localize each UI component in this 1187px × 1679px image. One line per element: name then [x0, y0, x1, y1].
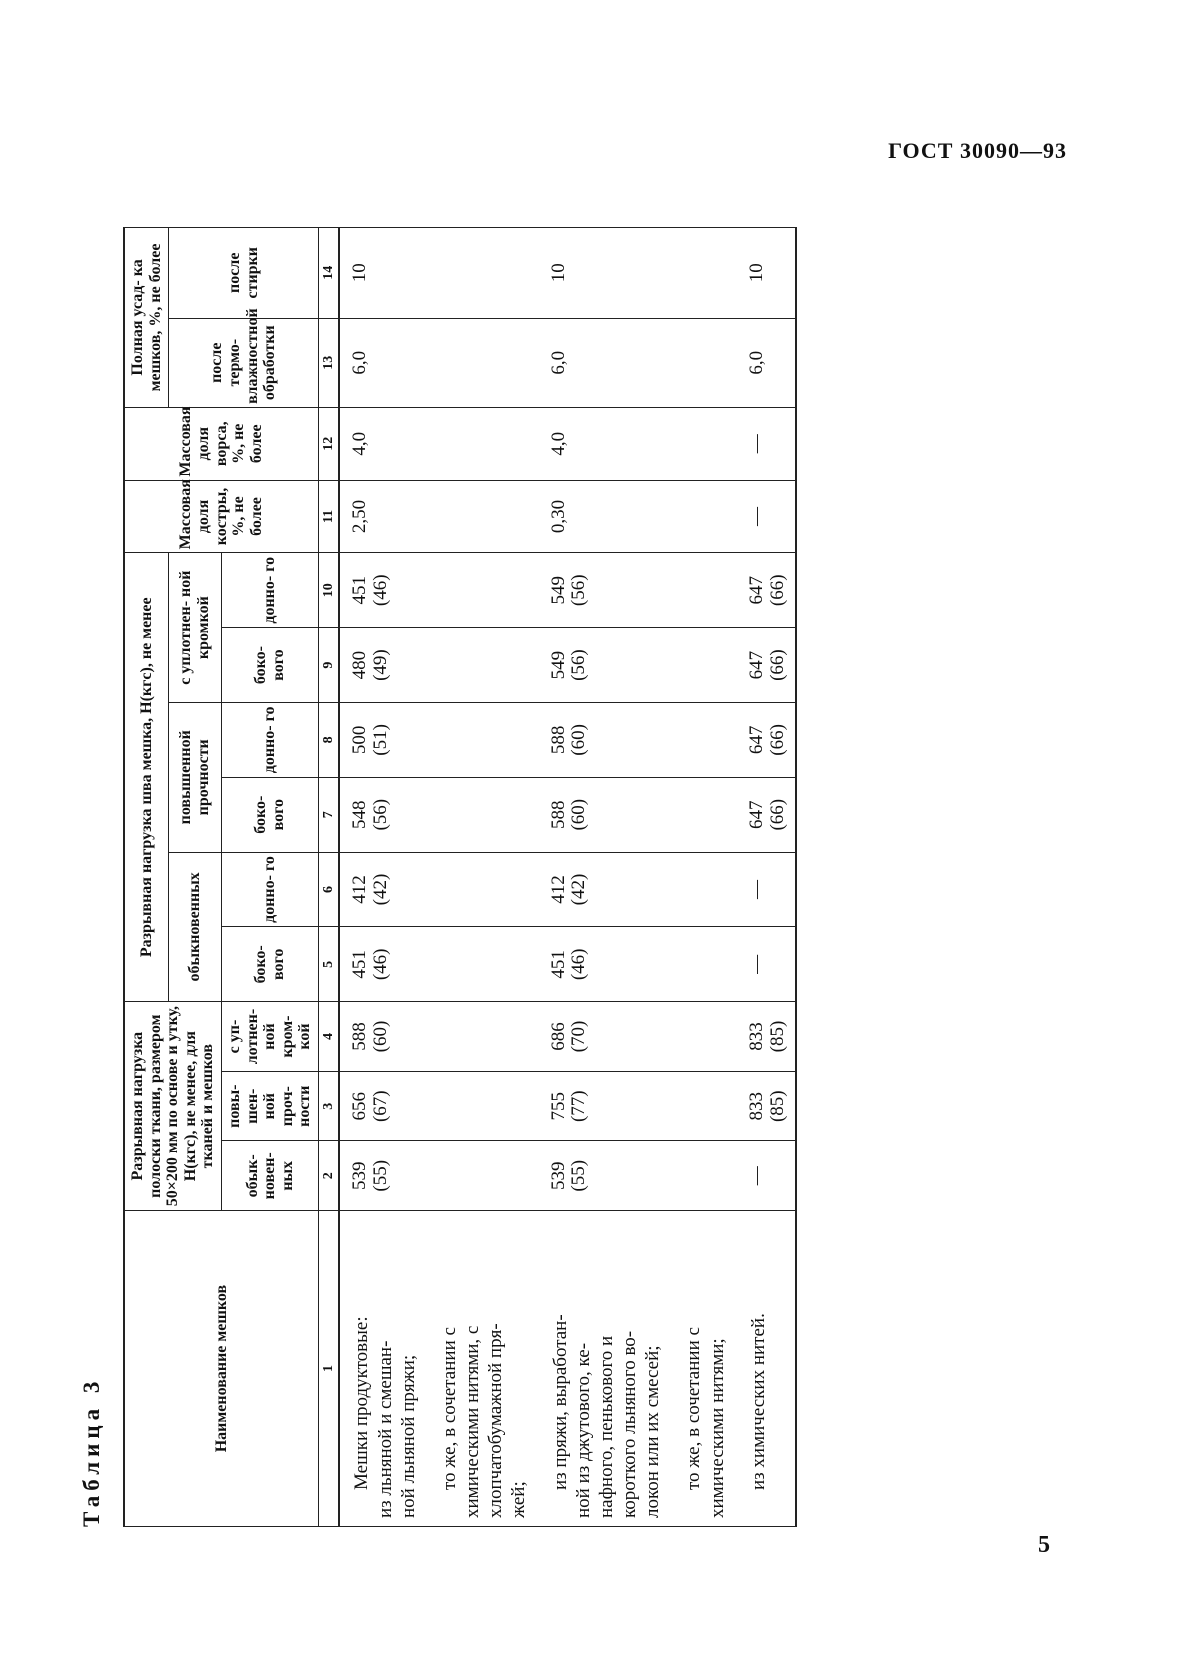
percent-value-cell: 4,0: [339, 407, 428, 480]
column-number: 9: [318, 628, 339, 703]
bag-name-line: локон или их смесей;: [642, 1345, 664, 1518]
table-3: [123, 227, 797, 1527]
bag-name-line: короткого льняного во-: [619, 1330, 641, 1518]
table-row: [339, 228, 428, 1527]
load-kgf: (60): [370, 1020, 392, 1053]
load-kgf: (46): [568, 948, 590, 981]
header-seam-ordinary: обыкновенных: [169, 852, 222, 1002]
load-newton: —: [745, 880, 767, 899]
load-newton: 412: [547, 875, 569, 904]
load-value-cell: [339, 1141, 428, 1211]
load-kgf: (66): [766, 574, 788, 607]
load-value-cell: [672, 927, 736, 1002]
table-body: [339, 228, 795, 1527]
load-value-cell: [339, 927, 428, 1002]
column-number: 2: [318, 1141, 339, 1211]
header-strip-high-strength: повы- шен- ной проч- ности: [221, 1071, 318, 1141]
load-value-cell: [539, 702, 673, 777]
header-strip-ordinary: обык- новен- ных: [221, 1141, 318, 1211]
header-shives-share: Массовая доля костры, %, не более: [124, 480, 318, 553]
load-value-cell: [428, 628, 539, 703]
load-newton: 480: [349, 650, 371, 680]
load-value-cell: [672, 702, 736, 777]
column-number: 6: [318, 852, 339, 927]
column-number: 10: [318, 553, 339, 628]
load-value-cell: [339, 702, 428, 777]
column-number: 7: [318, 777, 339, 852]
percent-value-cell: 4,0: [539, 407, 673, 480]
load-value-cell: [672, 852, 736, 927]
bag-name-line: химическими нитями;: [706, 1338, 728, 1518]
document-code: ГОСТ 30090—93: [888, 138, 1067, 163]
column-number: 1: [318, 1211, 339, 1527]
column-number: 5: [318, 927, 339, 1002]
percent-value-cell: [672, 318, 736, 407]
header-shrink-after-wash: после стирки: [169, 228, 319, 319]
load-value-cell: [672, 1002, 736, 1072]
header-ordinary-side: боко- вого: [221, 927, 318, 1002]
bag-name-cell: [737, 1211, 796, 1527]
load-value-cell: [339, 553, 428, 628]
percent-value-cell: [672, 480, 736, 553]
load-newton: 588: [349, 1022, 371, 1051]
percent-value-cell: 2,50: [339, 480, 428, 553]
bag-name-line: из пряжи, выработан-: [549, 1314, 571, 1490]
header-bag-name: Наименование мешков: [124, 1211, 318, 1527]
load-kgf: (85): [766, 1020, 788, 1053]
table-row: [737, 228, 796, 1527]
load-kgf: (56): [370, 798, 392, 831]
load-value-cell: [737, 852, 796, 927]
load-kgf: (49): [370, 649, 392, 681]
bag-name-line: нафного, пенькового и: [595, 1335, 617, 1518]
load-value-cell: [737, 777, 796, 852]
load-value-cell: [339, 1002, 428, 1072]
header-high-side: боко- вого: [221, 777, 318, 852]
load-value-cell: [737, 702, 796, 777]
load-newton: 588: [547, 800, 569, 829]
bag-name-line: то же, в сочетании с: [683, 1327, 705, 1490]
load-value-cell: [539, 1071, 673, 1141]
percent-value-cell: 10: [737, 228, 796, 319]
load-value-cell: [737, 1141, 796, 1211]
table-row: [539, 228, 673, 1527]
load-value-cell: [672, 1071, 736, 1141]
load-value-cell: [539, 628, 673, 703]
load-newton: 647: [745, 576, 767, 605]
load-value-cell: [737, 1002, 796, 1072]
load-kgf: (56): [568, 649, 590, 681]
load-value-cell: [672, 777, 736, 852]
load-value-cell: [672, 628, 736, 703]
load-kgf: (70): [568, 1020, 590, 1053]
load-newton: —: [745, 954, 767, 974]
load-newton: 755: [547, 1091, 569, 1121]
load-value-cell: [672, 1141, 736, 1211]
header-ordinary-bottom: донно- го: [221, 852, 318, 927]
bag-name-cell: [428, 1211, 539, 1527]
header-high-bottom: донно- го: [221, 702, 318, 777]
load-value-cell: [428, 702, 539, 777]
header-seam-sealed-edge: с уплотнен- ной кромкой: [169, 553, 222, 703]
load-value-cell: [428, 1002, 539, 1072]
load-newton: 451: [547, 950, 569, 979]
percent-value-cell: [428, 407, 539, 480]
percent-value-cell: 6,0: [539, 318, 673, 407]
table-row: [428, 228, 539, 1527]
load-value-cell: [428, 852, 539, 927]
column-number: 4: [318, 1002, 339, 1072]
page-number: 5: [1038, 1532, 1050, 1558]
load-value-cell: [428, 553, 539, 628]
load-newton: 539: [547, 1161, 569, 1191]
load-newton: 588: [547, 725, 569, 755]
table-caption: Таблица 3: [79, 1376, 104, 1527]
load-newton: 647: [745, 650, 767, 680]
load-value-cell: [737, 553, 796, 628]
load-kgf: (42): [568, 873, 590, 906]
bag-name-cell: [672, 1211, 736, 1527]
load-value-cell: [339, 628, 428, 703]
load-kgf: (77): [568, 1090, 590, 1123]
load-newton: 833: [745, 1022, 767, 1051]
load-value-cell: [428, 777, 539, 852]
load-value-cell: [737, 927, 796, 1002]
load-kgf: (46): [370, 574, 392, 607]
load-kgf: (66): [766, 798, 788, 831]
load-value-cell: [539, 1141, 673, 1211]
load-kgf: (46): [370, 948, 392, 981]
bag-name-line: жей;: [508, 1481, 530, 1518]
load-newton: 647: [745, 725, 767, 755]
load-newton: 686: [547, 1022, 569, 1051]
column-number: 14: [318, 228, 339, 319]
header-lint-share: Массовая доля ворса, %, не более: [124, 407, 318, 480]
load-value-cell: [539, 777, 673, 852]
load-newton: 647: [745, 800, 767, 829]
percent-value-cell: [672, 407, 736, 480]
load-value-cell: [737, 628, 796, 703]
bag-name-line: то же, в сочетании с: [438, 1327, 460, 1490]
column-number: 11: [318, 480, 339, 553]
bag-name-line: из льняной и смешан-: [374, 1340, 396, 1518]
header-shrink-after-heat: после термо- влажностной обработки: [169, 318, 319, 407]
load-newton: 549: [547, 576, 569, 605]
load-newton: 656: [349, 1091, 371, 1121]
load-newton: 500: [349, 725, 371, 755]
column-number: 8: [318, 702, 339, 777]
bag-name-line: из химических нитей.: [747, 1313, 769, 1490]
bag-name-cell: [339, 1211, 428, 1527]
load-newton: 539: [349, 1161, 371, 1191]
header-seam-load: Разрывная нагрузка шва мешка, Н(кгс), не менее: [124, 553, 169, 1002]
percent-value-cell: 6,0: [737, 318, 796, 407]
column-number: 12: [318, 407, 339, 480]
load-newton: —: [745, 1166, 767, 1186]
header-total-shrinkage: Полная усад- ка мешков, %, не более: [124, 228, 169, 408]
percent-value-cell: [428, 228, 539, 319]
header-strip-sealed-edge: с уп- лотнен- ной кром- кой: [221, 1002, 318, 1072]
load-value-cell: [339, 777, 428, 852]
load-value-cell: [428, 1071, 539, 1141]
bag-name-line: хлопчатобумажной пря-: [485, 1323, 507, 1518]
load-newton: 451: [349, 950, 371, 979]
percent-value-cell: [672, 228, 736, 319]
rotated-table-block: [79, 227, 1043, 1527]
load-kgf: (55): [370, 1159, 392, 1192]
load-kgf: (66): [766, 649, 788, 681]
header-seam-high-strength: повышенной прочности: [169, 702, 222, 852]
bag-name-line: Мешки продуктовые:: [351, 1316, 373, 1490]
load-value-cell: [428, 927, 539, 1002]
load-value-cell: [339, 852, 428, 927]
load-newton: 549: [547, 650, 569, 680]
load-value-cell: [672, 553, 736, 628]
percent-value-cell: —: [737, 480, 796, 553]
percent-value-cell: 10: [539, 228, 673, 319]
percent-value-cell: [428, 318, 539, 407]
bag-name-line: ной льняной пряжи;: [397, 1354, 419, 1518]
load-value-cell: [539, 1002, 673, 1072]
percent-value-cell: [428, 480, 539, 553]
percent-value-cell: 6,0: [339, 318, 428, 407]
load-value-cell: [428, 1141, 539, 1211]
load-kgf: (85): [766, 1090, 788, 1123]
percent-value-cell: —: [737, 407, 796, 480]
load-kgf: (42): [370, 873, 392, 906]
column-number: 3: [318, 1071, 339, 1141]
load-kgf: (67): [370, 1090, 392, 1123]
load-value-cell: [539, 852, 673, 927]
table-row: [672, 228, 736, 1527]
header-strip-load: Разрывная нагрузка полоски ткани, размером 50×200 мм по основе и утку, Н(кгс), не менее, для тканей и мешков: [124, 1002, 221, 1211]
column-number: 13: [318, 318, 339, 407]
percent-value-cell: 0,30: [539, 480, 673, 553]
load-kgf: (55): [568, 1159, 590, 1192]
bag-name-line: ной из джутового, ке-: [572, 1342, 594, 1518]
header-sealed-side: боко- вого: [221, 628, 318, 703]
bag-name-cell: [539, 1211, 673, 1527]
load-value-cell: [737, 1071, 796, 1141]
load-kgf: (60): [568, 724, 590, 756]
load-value-cell: [539, 927, 673, 1002]
load-kgf: (56): [568, 574, 590, 607]
load-kgf: (66): [766, 724, 788, 756]
load-kgf: (51): [370, 724, 392, 756]
load-value-cell: [539, 553, 673, 628]
bag-name-line: химическими нитями, с: [462, 1325, 484, 1518]
load-kgf: (60): [568, 798, 590, 831]
load-newton: 451: [349, 576, 371, 605]
load-newton: 548: [349, 800, 371, 829]
header-sealed-bottom: донно- го: [221, 553, 318, 628]
percent-value-cell: 10: [339, 228, 428, 319]
load-value-cell: [339, 1071, 428, 1141]
load-newton: 412: [349, 875, 371, 904]
load-newton: 833: [745, 1091, 767, 1121]
